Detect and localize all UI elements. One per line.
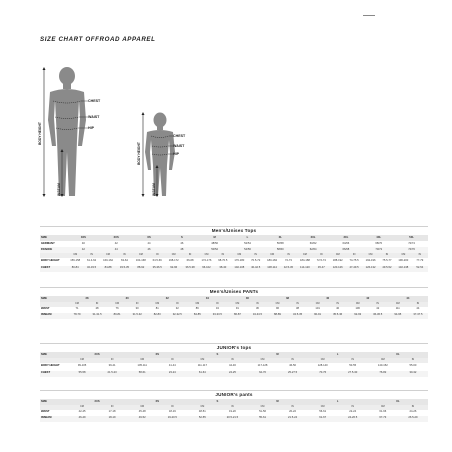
table-cell: 105-111 xyxy=(137,364,147,368)
juniors-pants-title: JUNIOR's pants xyxy=(40,390,428,399)
table-cell: CM xyxy=(165,253,181,258)
table-cell: M xyxy=(247,399,307,405)
table-cell: 46-49 xyxy=(67,416,97,422)
table-cell: 92-93 xyxy=(348,313,368,319)
table-cell: 42 xyxy=(376,307,380,311)
table-cell: 45-48 xyxy=(138,410,146,414)
table-cell: 74-75.5 xyxy=(349,259,359,263)
table-cell: IN xyxy=(247,302,267,307)
table-row xyxy=(40,416,428,422)
adult-body-height-label: BODY HEIGHT xyxy=(38,122,42,145)
mens-tops-table xyxy=(40,235,428,272)
table-cell: 55-60 xyxy=(409,364,417,368)
table-cell: 31.5-32 xyxy=(127,313,147,319)
table-cell: 35-36.5 xyxy=(149,266,165,272)
table-cell: 196-200 xyxy=(398,259,409,263)
table-cell: 40 xyxy=(336,307,340,311)
table-cell: 42 xyxy=(114,241,118,245)
table-cell: 21.5-23 xyxy=(97,371,127,377)
table-cell: 42 xyxy=(67,247,100,253)
table-cell: 188-192 xyxy=(332,259,343,263)
table-cell: 80-84 xyxy=(67,266,83,272)
table-cell: L xyxy=(231,235,264,241)
table-cell: 40-42.5 xyxy=(247,266,263,272)
table-cell: 77-79 xyxy=(416,259,424,263)
mens-pants-section xyxy=(40,287,428,319)
row-label: CHEST xyxy=(40,266,67,272)
table-cell: M xyxy=(198,235,231,241)
table-cell: 120-126 xyxy=(330,266,346,272)
table-cell: 25-27.5 xyxy=(278,371,308,377)
table-cell: 71 xyxy=(75,307,79,311)
table-cell: XL xyxy=(264,235,297,241)
table-cell: 51-56 xyxy=(259,410,266,414)
table-cell: M xyxy=(247,352,307,358)
table-cell: IN xyxy=(338,405,368,410)
table-cell: CM xyxy=(247,358,277,363)
table-cell: IN xyxy=(346,253,362,258)
table-cell: IN xyxy=(398,405,428,410)
table-cell: IN xyxy=(182,253,198,258)
table-cell: 180-184 xyxy=(267,259,278,263)
table-cell: 86-87 xyxy=(227,313,247,319)
juniors-tops-section xyxy=(40,343,428,377)
table-cell: 56-61 xyxy=(319,410,327,414)
table-cell: 44 xyxy=(100,247,133,253)
table-cell: 44-46 xyxy=(228,364,236,368)
table-cell: 64.5-66 xyxy=(152,259,162,263)
table-cell: IN xyxy=(247,253,263,258)
table-cell: 39-41 xyxy=(108,364,116,368)
table-cell: 40 xyxy=(81,241,85,245)
table-cell: 49.5-52 xyxy=(379,266,395,272)
table-cell: IN xyxy=(368,302,388,307)
table-cell: 2XS xyxy=(67,352,127,358)
table-cell: 91 xyxy=(235,307,239,311)
table-cell: CM xyxy=(67,253,83,258)
table-cell: 61-67 xyxy=(308,416,338,422)
table-cell: IN xyxy=(215,253,231,258)
table-cell: 2XS xyxy=(67,399,127,405)
junior-hip-label: HIP xyxy=(173,152,179,156)
table-cell: IN xyxy=(149,253,165,258)
row-label: BODY HEIGHT xyxy=(41,364,60,368)
table-cell: CM xyxy=(187,358,217,363)
table-cell: XL xyxy=(368,399,428,405)
table-cell: 108-114 xyxy=(264,266,280,272)
junior-inseam-label: INSEAM xyxy=(152,183,156,196)
table-cell: 37-37.5 xyxy=(408,313,428,319)
table-cell: CM xyxy=(297,253,313,258)
table-cell: 36 xyxy=(255,307,259,311)
table-cell: 128-140 xyxy=(317,364,328,368)
table-cell: 78-79 xyxy=(67,313,87,319)
table-cell: 4XL xyxy=(362,235,395,241)
table-cell: 96 xyxy=(275,307,279,311)
table-cell: IN xyxy=(379,253,395,258)
table-cell: 52-55 xyxy=(187,416,217,422)
table-cell: 34-34.5 xyxy=(247,313,267,319)
table-cell: 76 xyxy=(115,307,119,311)
table-cell: 48 xyxy=(165,247,198,253)
table-row xyxy=(40,363,428,371)
table-cell: 32-33.5 xyxy=(83,266,99,272)
table-cell: 38 xyxy=(267,296,307,302)
table-cell: CM xyxy=(368,358,398,363)
table-cell: 26.5-29 xyxy=(398,416,428,422)
junior-waist-label: WAIST xyxy=(173,144,185,148)
table-cell: 72.5-74 xyxy=(316,259,326,263)
row-label: SIZE xyxy=(40,296,67,302)
row-label: CHEST xyxy=(40,371,67,377)
table-cell: 52/54 xyxy=(244,241,251,245)
table-cell: 34 xyxy=(187,296,227,302)
table-cell: 63-64 xyxy=(120,259,128,263)
row-label: WAIST xyxy=(41,307,50,311)
table-cell: 32 xyxy=(175,307,179,311)
table-cell: 35.5-36 xyxy=(328,313,348,319)
adult-waist-label: WAIST xyxy=(88,115,100,119)
table-cell: IN xyxy=(127,302,147,307)
table-cell: 168-172 xyxy=(168,259,179,263)
table-cell: 40 xyxy=(308,296,348,302)
juniors-tops-title: JUNIOR's tops xyxy=(40,343,428,352)
row-label: SIZE xyxy=(40,235,67,241)
table-cell: 22-24 xyxy=(349,410,357,414)
table-cell: 42 xyxy=(348,296,388,302)
table-cell: 23-24 xyxy=(157,371,187,377)
table-cell: 58/60 xyxy=(264,247,297,253)
table-row xyxy=(40,258,428,266)
table-cell: CM xyxy=(330,253,346,258)
table-cell: 184-188 xyxy=(299,259,310,263)
table-cell: 17-18 xyxy=(108,410,116,414)
table-cell: 28 xyxy=(67,296,107,302)
table-cell: 70-76 xyxy=(308,371,338,377)
table-cell: 36 xyxy=(227,296,267,302)
table-cell: L xyxy=(308,399,368,405)
table-cell: 164-168 xyxy=(135,259,146,263)
table-cell: 32-32.5 xyxy=(167,313,187,319)
table-cell: IN xyxy=(398,358,428,363)
table-cell: 80-81 xyxy=(107,313,127,319)
table-cell: IN xyxy=(116,253,132,258)
table-cell: 72-73 xyxy=(285,259,292,263)
table-cell: 41-44 xyxy=(168,364,176,368)
table-cell: CM xyxy=(127,358,157,363)
table-cell: 192-196 xyxy=(365,259,376,263)
table-cell: CM xyxy=(227,302,247,307)
adult-chest-label: CHEST xyxy=(88,99,101,103)
table-cell: 31-31.5 xyxy=(87,313,107,319)
table-cell: CM xyxy=(127,405,157,410)
table-cell: IN xyxy=(313,253,329,258)
table-cell: 56/58 xyxy=(276,241,284,245)
row-label: INSEAM xyxy=(40,313,67,319)
mens-pants-title: Men's/Unisex PANTs xyxy=(40,287,428,296)
table-cell: 172-176 xyxy=(201,259,212,263)
junior-body-height-label: BODY HEIGHT xyxy=(137,142,141,165)
row-label: INSEAM xyxy=(40,416,67,422)
table-cell: 176-180 xyxy=(234,259,245,263)
table-cell: XL xyxy=(368,352,428,358)
junior-chest-label: CHEST xyxy=(173,134,186,138)
table-cell: 99-105 xyxy=(77,364,87,368)
table-cell: CM xyxy=(267,302,287,307)
table-cell: IN xyxy=(87,302,107,307)
table-cell: 54/56 xyxy=(231,247,264,253)
table-cell: CM xyxy=(198,253,214,258)
table-cell: IN xyxy=(408,302,428,307)
table-cell: 44 xyxy=(147,241,151,245)
table-cell: XS xyxy=(133,235,166,241)
table-cell: 27.5-30 xyxy=(338,371,368,377)
table-cell: 67-73 xyxy=(368,416,398,422)
table-cell: IN xyxy=(83,253,99,258)
table-cell: 44 xyxy=(388,296,428,302)
table-cell: 3XS xyxy=(67,235,100,241)
table-cell: 21.5-24 xyxy=(278,416,308,422)
table-cell: 38-40 xyxy=(215,266,231,272)
table-cell: CM xyxy=(67,405,97,410)
table-cell: 5XL xyxy=(395,235,428,241)
table-cell: 90-91 xyxy=(308,313,328,319)
table-cell: 70.5-72 xyxy=(251,259,261,263)
table-cell: 38 xyxy=(296,307,300,311)
table-cell: CM xyxy=(348,302,368,307)
table-cell: 86 xyxy=(195,307,199,311)
table-cell: 45-47 xyxy=(313,266,329,272)
table-cell: 48/50 xyxy=(211,241,219,245)
table-cell: 72/74 xyxy=(408,241,415,245)
table-cell: 42.5-45 xyxy=(280,266,296,272)
junior-figure-icon xyxy=(145,113,175,197)
table-cell: IN xyxy=(338,358,368,363)
table-cell: 82-83 xyxy=(147,313,167,319)
table-cell: CM xyxy=(107,302,127,307)
table-cell: 19-20.5 xyxy=(157,416,187,422)
table-cell: CM xyxy=(264,253,280,258)
juniors-pants-section xyxy=(40,390,428,422)
table-cell: IN xyxy=(97,358,127,363)
table-cell: CM xyxy=(308,302,328,307)
table-cell: CM xyxy=(368,405,398,410)
body-figures xyxy=(0,0,452,220)
juniors-pants-table xyxy=(40,399,428,422)
table-cell: IN xyxy=(278,358,308,363)
table-cell: 30 xyxy=(135,307,139,311)
table-cell: 34.5-35 xyxy=(288,313,308,319)
table-cell: 61-66 xyxy=(379,410,387,414)
table-cell: 24-26.5 xyxy=(338,416,368,422)
table-cell: IN xyxy=(97,405,127,410)
table-cell: 33-33.5 xyxy=(207,313,227,319)
table-cell: CM xyxy=(67,302,87,307)
table-cell: 61.4-62 xyxy=(87,259,97,263)
table-cell: 88-89 xyxy=(267,313,287,319)
table-cell: IN xyxy=(157,405,187,410)
table-cell: CM xyxy=(231,253,247,258)
table-cell: 47-49.5 xyxy=(346,266,362,272)
table-cell: 92-96 xyxy=(165,266,181,272)
table-row xyxy=(40,313,428,319)
table-cell: 156-158 xyxy=(70,259,81,263)
table-cell: IN xyxy=(280,253,296,258)
table-cell: 46 xyxy=(180,241,184,245)
row-label: WAIST xyxy=(41,410,50,414)
table-cell: 70/72 xyxy=(362,247,395,253)
table-cell: CM xyxy=(187,302,207,307)
table-cell: 33.5-35 xyxy=(116,266,132,272)
table-cell: 36-36.5 xyxy=(368,313,388,319)
table-cell: IN xyxy=(412,253,428,258)
table-cell: 101 xyxy=(315,307,320,311)
adult-figure-icon xyxy=(48,67,86,196)
table-cell: IN xyxy=(217,358,247,363)
table-cell: 30-32 xyxy=(398,371,428,377)
table-cell: IN xyxy=(157,358,187,363)
mens-tops-title: Men's/Unisex Tops xyxy=(40,226,428,235)
table-cell: 46 xyxy=(133,247,166,253)
table-cell: 48-51 xyxy=(198,410,206,414)
table-cell: 111 xyxy=(395,307,400,311)
mens-tops-section xyxy=(40,226,428,272)
table-cell: 19-20 xyxy=(228,410,236,414)
table-cell: 140-152 xyxy=(377,364,388,368)
table-cell: 36.5-38 xyxy=(182,266,198,272)
table-cell: S xyxy=(187,352,247,358)
table-cell: CM xyxy=(395,253,411,258)
table-cell: CM xyxy=(133,253,149,258)
table-cell: 2XS xyxy=(100,235,133,241)
row-label: SIZE xyxy=(40,399,67,405)
table-cell: S xyxy=(165,235,198,241)
table-cell: 46-50 xyxy=(289,364,297,368)
adult-inseam-label: INSEAM xyxy=(57,183,61,196)
table-cell: XS xyxy=(127,399,187,405)
table-cell: 18-19 xyxy=(97,416,127,422)
table-cell: CM xyxy=(247,405,277,410)
table-cell: 132-138 xyxy=(395,266,411,272)
table-cell: CM xyxy=(308,358,338,363)
table-cell: CM xyxy=(147,302,167,307)
table-row xyxy=(40,371,428,377)
table-cell: 76-82 xyxy=(368,371,398,377)
table-cell: 55-61 xyxy=(247,416,277,422)
mens-pants-table xyxy=(40,296,428,319)
table-cell: CM xyxy=(362,253,378,258)
row-label: GERMANY xyxy=(41,241,55,245)
table-cell: 94-95 xyxy=(388,313,408,319)
table-cell: 68/70 xyxy=(375,241,383,245)
table-cell: 160-162 xyxy=(103,259,113,263)
table-cell: 60/62 xyxy=(309,241,317,245)
table-cell: 2XL xyxy=(297,235,330,241)
table-cell: 102-108 xyxy=(231,266,247,272)
table-cell: 74/76 xyxy=(395,247,428,253)
table-cell: 50-55 xyxy=(349,364,357,368)
juniors-tops-table xyxy=(40,352,428,377)
table-cell: 111-117 xyxy=(197,364,207,368)
table-cell: IN xyxy=(167,302,187,307)
table-cell: CM xyxy=(308,405,338,410)
table-cell: 24-26 xyxy=(409,410,417,414)
row-label: SIZE xyxy=(40,352,67,358)
table-cell: 50/52 xyxy=(198,247,231,253)
table-cell: IN xyxy=(328,302,348,307)
table-cell: 68-70.5 xyxy=(218,259,228,263)
table-cell: 96-102 xyxy=(198,266,214,272)
table-cell: 42-45 xyxy=(78,410,86,414)
table-cell: IN xyxy=(278,405,308,410)
table-cell: 30 xyxy=(107,296,147,302)
table-cell: 55-58 xyxy=(67,371,97,377)
table-cell: 32 xyxy=(147,296,187,302)
table-cell: 52-54 xyxy=(412,266,428,272)
table-cell: 61-64 xyxy=(187,371,217,377)
table-cell: 81 xyxy=(155,307,159,311)
table-cell: 126-132 xyxy=(362,266,378,272)
table-cell: 24-25 xyxy=(217,371,247,377)
table-cell: 34 xyxy=(215,307,219,311)
table-cell: 44 xyxy=(416,307,420,311)
table-cell: 62/64 xyxy=(297,247,330,253)
table-cell: 58-61 xyxy=(127,371,157,377)
table-cell: 84-85 xyxy=(187,313,207,319)
table-cell: 64/66 xyxy=(342,241,350,245)
table-cell: 64-70 xyxy=(247,371,277,377)
table-cell: 117-128 xyxy=(257,364,268,368)
table-cell: 28 xyxy=(95,307,99,311)
table-row xyxy=(40,266,428,272)
page-title: SIZE CHART OFFROAD APPAREL xyxy=(40,36,156,43)
table-cell: CM xyxy=(388,302,408,307)
table-cell: 106 xyxy=(355,307,360,311)
table-cell: XS xyxy=(127,352,187,358)
table-cell: CM xyxy=(100,253,116,258)
table-cell: 20-22 xyxy=(289,410,297,414)
table-cell: 20.5-21.5 xyxy=(217,416,247,422)
table-cell: CM xyxy=(187,405,217,410)
table-cell: 3XL xyxy=(330,235,363,241)
adult-hip-label: HIP xyxy=(88,126,94,130)
table-cell: 75.5-77 xyxy=(382,259,392,263)
table-cell: IN xyxy=(207,302,227,307)
table-cell: IN xyxy=(217,405,247,410)
table-cell: L xyxy=(308,352,368,358)
table-cell: 49-52 xyxy=(127,416,157,422)
row-label: BODY HEIGHT xyxy=(41,259,60,263)
table-cell: S xyxy=(187,399,247,405)
table-cell: 66-68 xyxy=(186,259,194,263)
table-cell: CM xyxy=(67,358,97,363)
table-cell: 66/68 xyxy=(330,247,363,253)
table-cell: 84-88 xyxy=(100,266,116,272)
table-cell: 18-19 xyxy=(168,410,176,414)
table-cell: IN xyxy=(288,302,308,307)
row-label: FRANCE xyxy=(40,247,67,253)
table-cell: 114-120 xyxy=(297,266,313,272)
table-cell: 88-92 xyxy=(133,266,149,272)
